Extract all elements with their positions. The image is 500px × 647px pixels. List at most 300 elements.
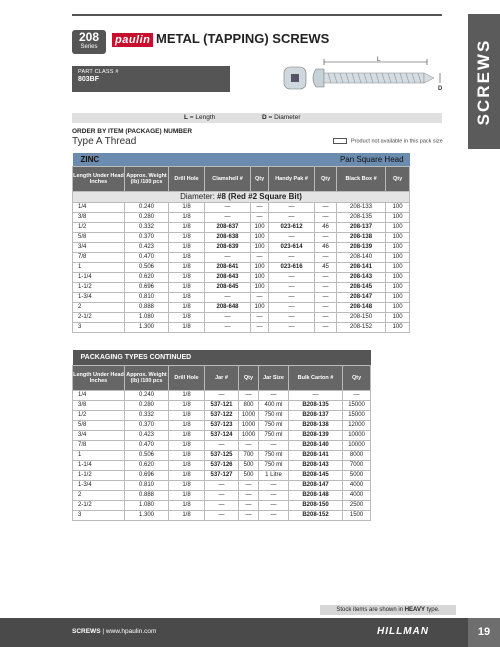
table-cell: 1: [73, 262, 125, 272]
table-cell: —: [205, 202, 251, 212]
table-row: [73, 252, 410, 262]
table-cell: 0.810: [125, 480, 169, 490]
table-cell: 2: [73, 490, 125, 500]
table-cell: B208-150: [289, 500, 343, 510]
legend-bar: [72, 113, 442, 123]
table-cell: —: [251, 212, 269, 222]
table-cell: —: [315, 282, 337, 292]
table-cell: 500: [239, 470, 259, 480]
table-cell: 1-1/4: [73, 460, 125, 470]
footer-url: www.hpaulin.com: [105, 628, 157, 635]
table-cell: 1/8: [169, 272, 205, 282]
table-cell: B208-143: [289, 460, 343, 470]
table-cell: 100: [251, 302, 269, 312]
diameter-row: [73, 191, 410, 202]
pack-header-3: Jar #: [205, 365, 239, 390]
table-cell: 1/8: [169, 490, 205, 500]
zinc-header-5: Handy Pak #: [269, 166, 315, 191]
table-row: [73, 302, 410, 312]
table-row: [73, 292, 410, 302]
table-cell: 100: [386, 282, 410, 292]
table-cell: 208-148: [337, 302, 386, 312]
table-cell: 1/8: [169, 500, 205, 510]
table-cell: 208-639: [205, 242, 251, 252]
table-row: [73, 470, 371, 480]
table-cell: —: [259, 440, 289, 450]
table-cell: 46: [315, 222, 337, 232]
table-cell: 7/8: [73, 440, 125, 450]
table-cell: 100: [251, 262, 269, 272]
table-cell: 0.506: [125, 262, 169, 272]
table-row: [73, 500, 371, 510]
table-cell: —: [251, 202, 269, 212]
not-available-swatch: [333, 138, 347, 144]
table-cell: —: [269, 282, 315, 292]
table-row: [73, 410, 371, 420]
table-cell: 1/8: [169, 322, 205, 332]
pack-header-7: Qty: [343, 365, 371, 390]
table-cell: —: [269, 202, 315, 212]
table-cell: 100: [386, 262, 410, 272]
side-tab-label: SCREWS: [474, 38, 493, 125]
table-cell: 100: [251, 282, 269, 292]
table-cell: 10000: [343, 430, 371, 440]
table-cell: 3: [73, 322, 125, 332]
table-cell: 0.280: [125, 212, 169, 222]
zinc-pricing-table: [72, 153, 410, 333]
table-cell: 208-137: [337, 222, 386, 232]
table-cell: B208-141: [289, 450, 343, 460]
table-row: [73, 420, 371, 430]
pack-header-1: Approx. Weight (lb) /100 pcs: [125, 365, 169, 390]
table-row: [73, 282, 410, 292]
table-cell: 45: [315, 262, 337, 272]
table-cell: 208-638: [205, 232, 251, 242]
table-cell: 0.240: [125, 390, 169, 400]
diameter-label: D: [438, 86, 443, 92]
table-cell: 1/8: [169, 440, 205, 450]
table-row: [73, 232, 410, 242]
table-cell: —: [205, 322, 251, 332]
table-cell: 5/8: [73, 420, 125, 430]
zinc-header-0: Length Under Head Inches: [73, 166, 125, 191]
table-cell: 537-123: [205, 420, 239, 430]
table-cell: —: [205, 390, 239, 400]
table-cell: 4000: [343, 490, 371, 500]
table-cell: 1-3/4: [73, 480, 125, 490]
table-cell: —: [259, 480, 289, 490]
part-class-box: [72, 66, 230, 92]
table-cell: 0.370: [125, 420, 169, 430]
section-side-tab: [468, 14, 500, 149]
square-drive-recess: [291, 74, 299, 82]
table-cell: 0.370: [125, 232, 169, 242]
zinc-header-8: Qty: [386, 166, 410, 191]
table-row: [73, 262, 410, 272]
table-cell: 7000: [343, 460, 371, 470]
hillman-logo: HILLMAN: [377, 626, 429, 637]
table-cell: 15000: [343, 400, 371, 410]
table-cell: 750 ml: [259, 460, 289, 470]
table-cell: —: [343, 390, 371, 400]
zinc-header-4: Qty: [251, 166, 269, 191]
table-cell: 1.300: [125, 510, 169, 520]
table-cell: 3/8: [73, 212, 125, 222]
table-cell: 10000: [343, 440, 371, 450]
table-cell: 208-152: [337, 322, 386, 332]
not-available-note: Product not available in this pack size: [333, 138, 443, 144]
table-cell: 1/8: [169, 460, 205, 470]
table-row: [73, 430, 371, 440]
table-cell: 1/8: [169, 450, 205, 460]
table-cell: B208-152: [289, 510, 343, 520]
table-cell: 500: [239, 460, 259, 470]
packaging-section-header: [73, 350, 371, 365]
table-cell: —: [251, 292, 269, 302]
table-cell: 750 ml: [259, 420, 289, 430]
table-cell: 537-124: [205, 430, 239, 440]
table-cell: 1/2: [73, 410, 125, 420]
table-cell: 100: [251, 242, 269, 252]
table-cell: 1/4: [73, 390, 125, 400]
table-cell: 2-1/2: [73, 312, 125, 322]
table-cell: 0.810: [125, 292, 169, 302]
table-cell: 537-126: [205, 460, 239, 470]
table-row: [73, 400, 371, 410]
table-cell: 0.470: [125, 252, 169, 262]
zinc-header-1: Approx. Weight (lb) /100 pcs: [125, 166, 169, 191]
table-cell: 0.888: [125, 302, 169, 312]
table-cell: 023-614: [269, 242, 315, 252]
pack-header-5: Jar Size: [259, 365, 289, 390]
table-cell: 2500: [343, 500, 371, 510]
pack-header-2: Drill Hole: [169, 365, 205, 390]
table-cell: 537-127: [205, 470, 239, 480]
table-cell: —: [205, 252, 251, 262]
table-cell: 100: [386, 292, 410, 302]
table-cell: 1/8: [169, 282, 205, 292]
table-cell: 0.620: [125, 272, 169, 282]
table-row: [73, 390, 371, 400]
table-cell: 537-122: [205, 410, 239, 420]
table-row: [73, 490, 371, 500]
table-cell: —: [239, 390, 259, 400]
table-cell: 4000: [343, 480, 371, 490]
table-cell: —: [269, 302, 315, 312]
table-cell: 1-3/4: [73, 292, 125, 302]
table-cell: 5/8: [73, 232, 125, 242]
table-cell: 537-121: [205, 400, 239, 410]
table-cell: 400 ml: [259, 400, 289, 410]
table-row: [73, 242, 410, 252]
head-style-label: Pan Square Head: [339, 154, 404, 164]
table-cell: 46: [315, 242, 337, 252]
table-cell: —: [259, 510, 289, 520]
table-cell: —: [269, 312, 315, 322]
table-cell: —: [205, 292, 251, 302]
table-cell: 1/8: [169, 222, 205, 232]
table-cell: —: [315, 272, 337, 282]
table-cell: 100: [386, 242, 410, 252]
table-row: [73, 450, 371, 460]
table-cell: —: [315, 292, 337, 302]
table-cell: —: [239, 510, 259, 520]
finish-label: ZINC: [80, 154, 100, 164]
table-row: [73, 510, 371, 520]
table-cell: 100: [386, 272, 410, 282]
table-cell: B208-148: [289, 490, 343, 500]
table-cell: 1.080: [125, 312, 169, 322]
table-cell: 1/8: [169, 252, 205, 262]
table-cell: —: [251, 322, 269, 332]
packaging-column-headers: [73, 365, 371, 390]
table-cell: —: [269, 272, 315, 282]
table-cell: 1000: [239, 420, 259, 430]
table-cell: —: [269, 232, 315, 242]
table-cell: 1500: [343, 510, 371, 520]
zinc-header-3: Clamshell #: [205, 166, 251, 191]
zinc-section-header: [73, 153, 410, 166]
table-cell: —: [259, 490, 289, 500]
table-cell: —: [315, 322, 337, 332]
table-cell: 3/4: [73, 242, 125, 252]
legend-diameter: D = Diameter: [262, 114, 301, 121]
table-cell: 1-1/2: [73, 282, 125, 292]
series-badge: [72, 30, 106, 54]
table-cell: 1 Litre: [259, 470, 289, 480]
table-cell: 1/8: [169, 390, 205, 400]
table-cell: 208-141: [337, 262, 386, 272]
table-cell: —: [269, 292, 315, 302]
table-cell: 1-1/2: [73, 470, 125, 480]
table-cell: 1/8: [169, 480, 205, 490]
table-cell: 208-637: [205, 222, 251, 232]
table-cell: 208-648: [205, 302, 251, 312]
table-cell: 3: [73, 510, 125, 520]
table-cell: 1/8: [169, 510, 205, 520]
table-cell: B208-139: [289, 430, 343, 440]
table-cell: —: [205, 480, 239, 490]
thread-type: Type A Thread: [72, 136, 137, 147]
table-cell: —: [205, 312, 251, 322]
table-cell: 1/8: [169, 430, 205, 440]
table-cell: 1000: [239, 410, 259, 420]
pack-header-0: Length Under Head Inches: [73, 365, 125, 390]
table-cell: —: [315, 312, 337, 322]
table-cell: —: [205, 212, 251, 222]
table-cell: 2-1/2: [73, 500, 125, 510]
table-row: [73, 222, 410, 232]
table-cell: B208-147: [289, 480, 343, 490]
table-cell: 3/8: [73, 400, 125, 410]
table-cell: —: [251, 252, 269, 262]
table-cell: —: [239, 480, 259, 490]
table-cell: 1.300: [125, 322, 169, 332]
table-cell: 208-139: [337, 242, 386, 252]
footer-text: SCREWS | www.hpaulin.com: [72, 628, 157, 635]
table-cell: 15000: [343, 410, 371, 420]
table-cell: 208-645: [205, 282, 251, 292]
stock-note: Stock items are shown in HEAVY type.: [320, 605, 456, 615]
footer-section: SCREWS: [72, 628, 101, 635]
table-cell: 100: [386, 212, 410, 222]
table-cell: 100: [251, 222, 269, 232]
table-cell: 0.332: [125, 222, 169, 232]
table-cell: 1000: [239, 430, 259, 440]
table-row: [73, 480, 371, 490]
zinc-header-2: Drill Hole: [169, 166, 205, 191]
zinc-column-headers: [73, 166, 410, 191]
table-cell: 0.423: [125, 242, 169, 252]
table-cell: 100: [386, 302, 410, 312]
table-row: [73, 212, 410, 222]
table-cell: —: [205, 440, 239, 450]
table-cell: 1/8: [169, 302, 205, 312]
table-cell: —: [205, 500, 239, 510]
table-cell: 208-143: [337, 272, 386, 282]
table-cell: 100: [251, 272, 269, 282]
packaging-table: [72, 350, 371, 521]
table-cell: 208-135: [337, 212, 386, 222]
table-cell: —: [251, 312, 269, 322]
table-cell: 750 ml: [259, 450, 289, 460]
table-cell: 1: [73, 450, 125, 460]
table-cell: —: [269, 322, 315, 332]
table-cell: —: [289, 390, 343, 400]
table-cell: 8000: [343, 450, 371, 460]
table-cell: 750 ml: [259, 430, 289, 440]
table-row: [73, 272, 410, 282]
brand-logo: paulin: [112, 33, 153, 47]
stock-note-emphasis: HEAVY: [404, 607, 425, 613]
table-cell: 100: [386, 222, 410, 232]
table-cell: 0.696: [125, 282, 169, 292]
diameter-value: #8 (Red #2 Square Bit): [217, 191, 302, 201]
table-cell: —: [315, 212, 337, 222]
table-cell: 0.696: [125, 470, 169, 480]
table-cell: B208-145: [289, 470, 343, 480]
table-cell: 208-145: [337, 282, 386, 292]
table-cell: 1/8: [169, 242, 205, 252]
table-cell: 1/8: [169, 312, 205, 322]
table-cell: 12000: [343, 420, 371, 430]
table-cell: B208-135: [289, 400, 343, 410]
series-word: Series: [80, 44, 98, 50]
table-cell: 1/8: [169, 212, 205, 222]
legend-length: L = Length: [184, 114, 216, 121]
table-cell: —: [205, 510, 239, 520]
table-cell: —: [239, 500, 259, 510]
table-cell: 1/8: [169, 420, 205, 430]
table-cell: B208-138: [289, 420, 343, 430]
part-class-value: 803BF: [78, 76, 100, 83]
packaging-title: PACKAGING TYPES CONTINUED: [80, 353, 192, 361]
table-cell: 023-616: [269, 262, 315, 272]
table-cell: —: [315, 252, 337, 262]
table-cell: 0.888: [125, 490, 169, 500]
table-cell: 208-147: [337, 292, 386, 302]
table-cell: 100: [386, 232, 410, 242]
table-cell: 0.506: [125, 450, 169, 460]
table-cell: 0.240: [125, 202, 169, 212]
table-cell: 100: [386, 252, 410, 262]
table-cell: 0.423: [125, 430, 169, 440]
table-cell: 1/8: [169, 262, 205, 272]
table-cell: 208-140: [337, 252, 386, 262]
screw-diagram: [282, 55, 447, 95]
part-class-label: PART CLASS #: [78, 69, 119, 75]
length-label: L: [377, 57, 381, 63]
table-cell: 208-133: [337, 202, 386, 212]
table-cell: 1/8: [169, 202, 205, 212]
table-cell: 1/8: [169, 292, 205, 302]
table-cell: 023-612: [269, 222, 315, 232]
page-title: METAL (TAPPING) SCREWS: [156, 31, 330, 46]
table-cell: 800: [239, 400, 259, 410]
top-rule: [72, 14, 442, 16]
table-row: [73, 312, 410, 322]
table-cell: —: [239, 440, 259, 450]
table-cell: B208-140: [289, 440, 343, 450]
table-cell: 700: [239, 450, 259, 460]
table-cell: —: [269, 212, 315, 222]
table-cell: —: [269, 252, 315, 262]
series-number: 208: [78, 30, 100, 44]
table-cell: 537-125: [205, 450, 239, 460]
page-number: 19: [468, 618, 500, 647]
table-cell: 2: [73, 302, 125, 312]
table-cell: 100: [386, 322, 410, 332]
table-cell: 0.332: [125, 410, 169, 420]
table-cell: —: [205, 490, 239, 500]
zinc-header-6: Qty: [315, 166, 337, 191]
table-cell: 1/8: [169, 232, 205, 242]
table-cell: 5000: [343, 470, 371, 480]
table-cell: —: [239, 490, 259, 500]
page-footer: [0, 618, 500, 647]
pack-header-6: Bulk Carton #: [289, 365, 343, 390]
table-cell: 0.280: [125, 400, 169, 410]
table-cell: 1-1/4: [73, 272, 125, 282]
zinc-header-7: Black Box #: [337, 166, 386, 191]
table-cell: 1/8: [169, 470, 205, 480]
table-cell: —: [259, 390, 289, 400]
table-row: [73, 322, 410, 332]
table-cell: —: [315, 202, 337, 212]
table-cell: 100: [251, 232, 269, 242]
table-cell: 1/8: [169, 400, 205, 410]
table-cell: 1/8: [169, 410, 205, 420]
table-row: [73, 460, 371, 470]
diameter-prefix: Diameter:: [180, 191, 218, 201]
table-cell: 1/4: [73, 202, 125, 212]
screw-head-side: [313, 69, 324, 87]
table-cell: 100: [386, 312, 410, 322]
table-cell: B208-137: [289, 410, 343, 420]
table-cell: 0.470: [125, 440, 169, 450]
table-cell: 750 ml: [259, 410, 289, 420]
table-cell: 208-641: [205, 262, 251, 272]
table-cell: 1.080: [125, 500, 169, 510]
table-cell: 100: [386, 202, 410, 212]
table-cell: 1/2: [73, 222, 125, 232]
pack-header-4: Qty: [239, 365, 259, 390]
table-cell: 208-150: [337, 312, 386, 322]
table-cell: —: [259, 500, 289, 510]
table-cell: —: [315, 232, 337, 242]
table-cell: 7/8: [73, 252, 125, 262]
table-cell: 208-138: [337, 232, 386, 242]
